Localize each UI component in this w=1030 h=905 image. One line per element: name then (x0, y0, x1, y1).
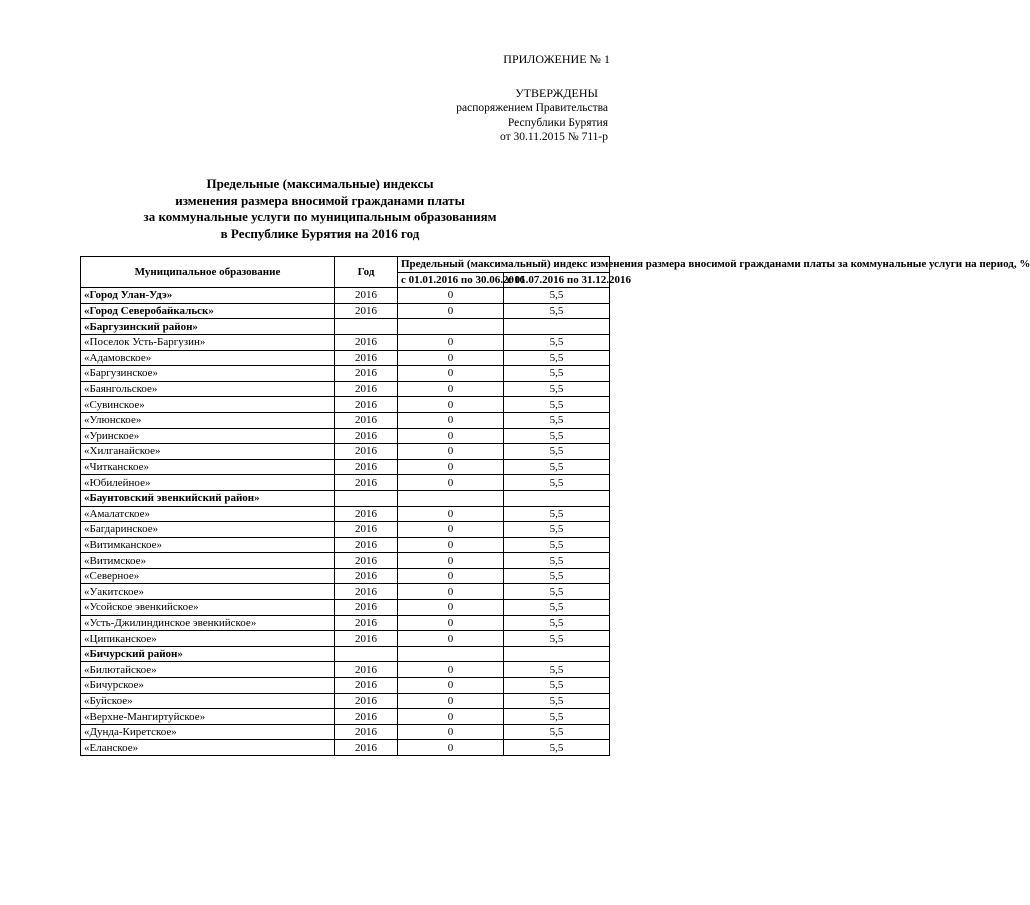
approved-line: распоряжением Правительства (456, 102, 608, 114)
cell-year: 2016 (335, 522, 398, 538)
cell-period-2: 5,5 (504, 600, 610, 616)
cell-period-1: 0 (398, 334, 504, 350)
cell-year: 2016 (335, 537, 398, 553)
table-row (81, 568, 610, 584)
cell-period-1: 0 (398, 350, 504, 366)
cell-period-1: 0 (398, 709, 504, 725)
cell-period-1: 0 (398, 553, 504, 569)
cell-period-2: 5,5 (504, 631, 610, 647)
cell-period-1: 0 (398, 303, 504, 319)
cell-period-2: 5,5 (504, 334, 610, 350)
cell-period-1: 0 (398, 724, 504, 740)
table-row (81, 475, 610, 491)
cell-year (335, 490, 398, 506)
cell-period-1: 0 (398, 506, 504, 522)
approved-line: Республики Бурятия (507, 116, 608, 129)
title-line: в Республике Бурятия на 2016 год (220, 225, 420, 241)
table-row (81, 724, 610, 740)
cell-municipality: «Улюнское» (81, 412, 335, 428)
cell-period-1: 0 (398, 740, 504, 756)
cell-year: 2016 (335, 288, 398, 304)
cell-period-2: 5,5 (504, 288, 610, 304)
title-line: Предельные (максимальные) индексы (206, 176, 434, 191)
cell-municipality: «Еланское» (81, 740, 335, 756)
cell-year (335, 646, 398, 662)
table-row (81, 522, 610, 538)
cell-period-2: 5,5 (504, 662, 610, 678)
table-row (81, 506, 610, 522)
cell-period-2: 5,5 (504, 568, 610, 584)
cell-year: 2016 (335, 397, 398, 413)
cell-period-2: 5,5 (504, 693, 610, 709)
cell-period-1: 0 (398, 459, 504, 475)
cell-year: 2016 (335, 662, 398, 678)
cell-municipality: «Буйское» (81, 693, 335, 709)
table-row (81, 537, 610, 553)
cell-municipality: «Баянгольское» (81, 381, 335, 397)
cell-year: 2016 (335, 334, 398, 350)
table-row (81, 412, 610, 428)
cell-municipality: «Город Северобайкальск» (81, 303, 335, 319)
cell-period-1: 0 (398, 662, 504, 678)
table-row (81, 662, 610, 678)
cell-period-1 (398, 646, 504, 662)
cell-period-2 (504, 490, 610, 506)
cell-municipality: «Усть-Джилиндинское эвенкийское» (81, 615, 335, 631)
table-row (81, 366, 610, 382)
cell-period-1: 0 (398, 693, 504, 709)
cell-period-1: 0 (398, 631, 504, 647)
indices-table (80, 256, 1030, 756)
title-line: за коммунальные услуги по муниципальным образованиям (143, 209, 497, 224)
table-row (81, 693, 610, 709)
approved-line: от 30.11.2015 № 711-р (500, 131, 608, 143)
cell-period-2: 5,5 (504, 412, 610, 428)
cell-municipality: «Амалатское» (81, 506, 335, 522)
cell-period-2: 5,5 (504, 397, 610, 413)
cell-municipality: «Хилганайское» (81, 444, 335, 460)
cell-year: 2016 (335, 631, 398, 647)
table-row (81, 553, 610, 569)
cell-period-1 (398, 319, 504, 335)
cell-municipality: «Багдаринское» (81, 522, 335, 538)
cell-period-2: 5,5 (504, 506, 610, 522)
table-row (81, 631, 610, 647)
cell-municipality: «Уринское» (81, 428, 335, 444)
cell-period-2: 5,5 (504, 303, 610, 319)
cell-period-1: 0 (398, 568, 504, 584)
cell-period-1: 0 (398, 475, 504, 491)
cell-municipality: «Баргузинское» (81, 366, 335, 382)
cell-year: 2016 (335, 568, 398, 584)
cell-period-1: 0 (398, 600, 504, 616)
table-row (81, 303, 610, 319)
appendix-number: ПРИЛОЖЕНИЕ № 1 (503, 52, 610, 66)
cell-municipality: «Дунда-Киретское» (81, 724, 335, 740)
cell-municipality: «Витимканское» (81, 537, 335, 553)
cell-year: 2016 (335, 366, 398, 382)
table-row (81, 428, 610, 444)
table-row (81, 459, 610, 475)
cell-year: 2016 (335, 584, 398, 600)
cell-municipality: «Уакитское» (81, 584, 335, 600)
cell-year: 2016 (335, 693, 398, 709)
cell-municipality: «Северное» (81, 568, 335, 584)
table-row (81, 646, 610, 662)
cell-year: 2016 (335, 678, 398, 694)
cell-municipality: «Город Улан-Удэ» (81, 288, 335, 304)
table-row (81, 600, 610, 616)
cell-period-1 (398, 490, 504, 506)
cell-year: 2016 (335, 615, 398, 631)
cell-period-2: 5,5 (504, 381, 610, 397)
cell-year (335, 319, 398, 335)
table-row (81, 709, 610, 725)
cell-year: 2016 (335, 428, 398, 444)
cell-period-1: 0 (398, 366, 504, 382)
table-row (81, 381, 610, 397)
header-period-1: с 01.01.2016 по 30.06.2016 (398, 272, 504, 288)
cell-municipality: «Баунтовский эвенкийский район» (81, 490, 335, 506)
cell-period-2 (504, 319, 610, 335)
table-row (81, 288, 610, 304)
cell-year: 2016 (335, 381, 398, 397)
table-row (81, 740, 610, 756)
cell-period-1: 0 (398, 678, 504, 694)
cell-period-2: 5,5 (504, 709, 610, 725)
cell-municipality: «Юбилейное» (81, 475, 335, 491)
table-row (81, 350, 610, 366)
cell-period-2: 5,5 (504, 475, 610, 491)
cell-year: 2016 (335, 303, 398, 319)
cell-municipality: «Усойское эвенкийское» (81, 600, 335, 616)
header-period-2: с 01.07.2016 по 31.12.2016 (504, 272, 610, 288)
cell-period-2: 5,5 (504, 553, 610, 569)
cell-period-2: 5,5 (504, 522, 610, 538)
cell-period-2: 5,5 (504, 459, 610, 475)
cell-period-1: 0 (398, 428, 504, 444)
cell-year: 2016 (335, 506, 398, 522)
cell-period-1: 0 (398, 397, 504, 413)
table-row (81, 490, 610, 506)
cell-year: 2016 (335, 459, 398, 475)
cell-municipality: «Бичурское» (81, 678, 335, 694)
table-row (81, 615, 610, 631)
cell-municipality: «Бичурский район» (81, 646, 335, 662)
cell-year: 2016 (335, 724, 398, 740)
document-title (0, 176, 640, 242)
table-row (81, 319, 610, 335)
cell-year: 2016 (335, 600, 398, 616)
cell-period-2: 5,5 (504, 584, 610, 600)
cell-period-2: 5,5 (504, 444, 610, 460)
cell-municipality: «Читканское» (81, 459, 335, 475)
cell-municipality: «Верхне-Мангиртуйское» (81, 709, 335, 725)
cell-period-1: 0 (398, 584, 504, 600)
cell-period-2: 5,5 (504, 537, 610, 553)
cell-period-1: 0 (398, 537, 504, 553)
cell-municipality: «Адамовское» (81, 350, 335, 366)
header-index: Предельный (максимальный) индекс изменения размера вносимой гражданами платы за коммунальные услуги на период, % (398, 257, 610, 273)
header-year: Год (335, 257, 398, 288)
table-row (81, 397, 610, 413)
cell-municipality: «Ципиканское» (81, 631, 335, 647)
table-row (81, 678, 610, 694)
cell-period-2: 5,5 (504, 428, 610, 444)
approval-block (456, 85, 608, 145)
cell-period-1: 0 (398, 381, 504, 397)
cell-year: 2016 (335, 709, 398, 725)
cell-period-1: 0 (398, 615, 504, 631)
cell-municipality: «Баргузинский район» (81, 319, 335, 335)
cell-municipality: «Сувинское» (81, 397, 335, 413)
cell-municipality: «Поселок Усть-Баргузин» (81, 334, 335, 350)
cell-period-2: 5,5 (504, 350, 610, 366)
table-row (81, 444, 610, 460)
cell-period-1: 0 (398, 412, 504, 428)
title-line: изменения размера вносимой гражданами платы (175, 192, 465, 208)
table-row (81, 584, 610, 600)
cell-municipality: «Билютайское» (81, 662, 335, 678)
cell-period-2 (504, 646, 610, 662)
cell-period-1: 0 (398, 288, 504, 304)
table-row (81, 334, 610, 350)
cell-period-2: 5,5 (504, 678, 610, 694)
cell-period-2: 5,5 (504, 740, 610, 756)
approved-heading: УТВЕРЖДЕНЫ (515, 86, 598, 100)
cell-year: 2016 (335, 553, 398, 569)
cell-year: 2016 (335, 444, 398, 460)
cell-period-1: 0 (398, 444, 504, 460)
table-body (81, 288, 610, 756)
cell-municipality: «Витимское» (81, 553, 335, 569)
cell-period-2: 5,5 (504, 366, 610, 382)
cell-year: 2016 (335, 412, 398, 428)
header-municipality: Муниципальное образование (81, 257, 335, 288)
cell-period-1: 0 (398, 522, 504, 538)
cell-period-2: 5,5 (504, 615, 610, 631)
cell-year: 2016 (335, 350, 398, 366)
cell-year: 2016 (335, 740, 398, 756)
cell-year: 2016 (335, 475, 398, 491)
cell-period-2: 5,5 (504, 724, 610, 740)
